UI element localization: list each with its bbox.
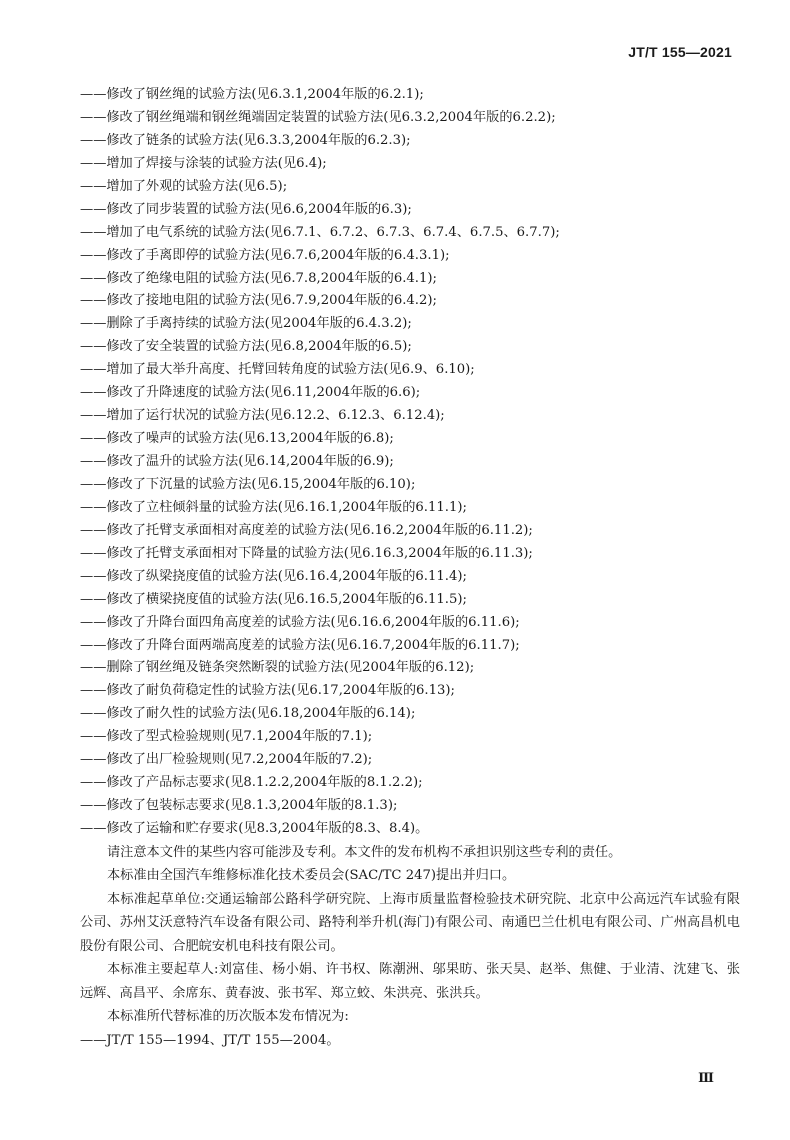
change-item: ——修改了下沉量的试验方法(见6.15,2004年版的6.10); (80, 476, 416, 492)
change-list (80, 84, 740, 841)
change-item: ——修改了钢丝绳端和钢丝绳端固定装置的试验方法(见6.3.2,2004年版的6.2.2); (80, 109, 556, 125)
change-item: ——增加了焊接与涂装的试验方法(见6.4); (80, 155, 327, 171)
drafters: 本标准主要起草人:刘富佳、杨小娟、许书权、陈潮洲、邬果昉、张天昊、赵举、焦健、于业清、沈建飞、张远辉、高昌平、余席东、黄春波、张书军、郑立蛟、朱洪亮、张洪兵。 (80, 962, 740, 1001)
change-item: ——修改了链条的试验方法(见6.3.3,2004年版的6.2.3); (80, 132, 411, 148)
change-item: ——修改了安全装置的试验方法(见6.8,2004年版的6.5); (80, 339, 412, 355)
patent-notice: 请注意本文件的某些内容可能涉及专利。本文件的发布机构不承担识别这些专利的责任。 (107, 844, 622, 860)
change-item: ——增加了外观的试验方法(见6.5); (80, 178, 288, 194)
standard-code-header: JT/T 155—2021 (628, 44, 732, 60)
foreword-content (80, 84, 740, 1052)
change-item: ——修改了运输和贮存要求(见8.3,2004年版的8.3、8.4)。 (80, 821, 429, 836)
change-item: ——修改了同步装置的试验方法(见6.6,2004年版的6.3); (80, 201, 412, 217)
history-versions: ——JT/T 155—1994、JT/T 155—2004。 (80, 1032, 340, 1048)
drafting-units: 本标准起草单位:交通运输部公路科学研究院、上海市质量监督检验技术研究院、北京中公高远汽车试验有限公司、苏州艾沃意特汽车设备有限公司、路特利举升机(海门)有限公司、南通巴兰仕机电有限公司、广州高昌机电股份有限公司、合肥皖安机电科技有限公司。 (80, 891, 740, 954)
change-item: ——修改了温升的试验方法(见6.14,2004年版的6.9); (80, 454, 394, 469)
change-item: ——修改了升降台面四角高度差的试验方法(见6.16.6,2004年版的6.11.6); (80, 614, 520, 630)
change-item: ——修改了耐久性的试验方法(见6.18,2004年版的6.14); (80, 706, 416, 722)
change-item: ——修改了产品标志要求(见8.1.2.2,2004年版的8.1.2.2); (80, 775, 423, 791)
page-number: Ⅲ (698, 1071, 714, 1086)
change-item: ——修改了升降台面两端高度差的试验方法(见6.16.7,2004年版的6.11.7); (80, 637, 520, 653)
change-item: ——增加了电气系统的试验方法(见6.7.1、6.7.2、6.7.3、6.7.4、6.7.5、6.7.7); (80, 224, 560, 240)
change-item: ——删除了手离持续的试验方法(见2004年版的6.4.3.2); (80, 316, 412, 332)
change-item: ——增加了运行状况的试验方法(见6.12.2、6.12.3、6.12.4); (80, 408, 445, 424)
proposer-statement: 本标准由全国汽车维修标准化技术委员会(SAC/TC 247)提出并归口。 (107, 868, 516, 884)
change-item: ——增加了最大举升高度、托臂回转角度的试验方法(见6.9、6.10); (80, 362, 475, 378)
change-item: ——修改了包装标志要求(见8.1.3,2004年版的8.1.3); (80, 798, 398, 814)
change-item: ——删除了钢丝绳及链条突然断裂的试验方法(见2004年版的6.12); (80, 660, 475, 676)
change-item: ——修改了手离即停的试验方法(见6.7.6,2004年版的6.4.3.1); (80, 247, 450, 263)
change-item: ——修改了托臂支承面相对高度差的试验方法(见6.16.2,2004年版的6.11.2); (80, 522, 533, 538)
change-item: ——修改了纵梁挠度值的试验方法(见6.16.4,2004年版的6.11.4); (80, 568, 467, 584)
change-item: ——修改了出厂检验规则(见7.2,2004年版的7.2); (80, 752, 373, 768)
change-item: ——修改了升降速度的试验方法(见6.11,2004年版的6.6); (80, 385, 421, 401)
change-item: ——修改了耐负荷稳定性的试验方法(见6.17,2004年版的6.13); (80, 683, 455, 699)
change-item: ——修改了钢丝绳的试验方法(见6.3.1,2004年版的6.2.1); (80, 87, 424, 102)
change-item: ——修改了型式检验规则(见7.1,2004年版的7.1); (80, 729, 373, 745)
change-item: ——修改了横梁挠度值的试验方法(见6.16.5,2004年版的6.11.5); (80, 591, 467, 607)
change-item: ——修改了绝缘电阻的试验方法(见6.7.8,2004年版的6.4.1); (80, 270, 437, 286)
history-intro: 本标准所代替标准的历次版本发布情况为: (107, 1009, 349, 1025)
change-item: ——修改了立柱倾斜量的试验方法(见6.16.1,2004年版的6.11.1); (80, 499, 467, 515)
change-item: ——修改了接地电阻的试验方法(见6.7.9,2004年版的6.4.2); (80, 293, 437, 309)
change-item: ——修改了托臂支承面相对下降量的试验方法(见6.16.3,2004年版的6.11.3); (80, 545, 533, 561)
change-item: ——修改了噪声的试验方法(见6.13,2004年版的6.8); (80, 431, 394, 447)
